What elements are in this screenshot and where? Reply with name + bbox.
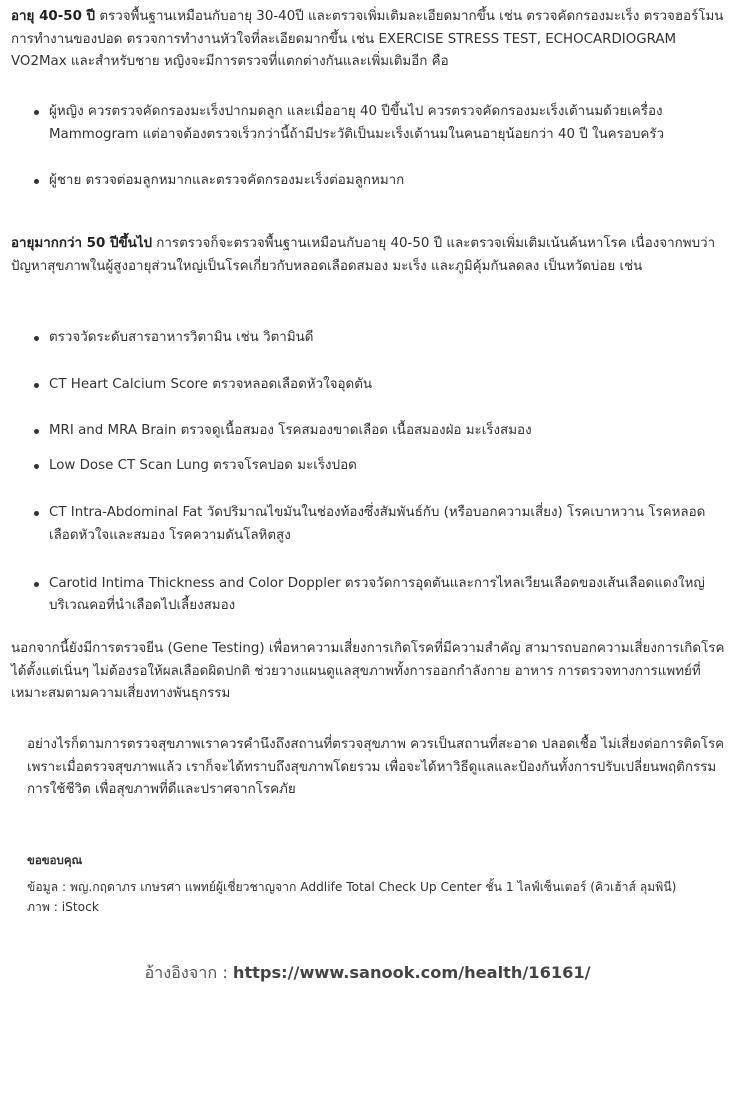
list-age-50-plus [49,327,725,618]
credits-image: ภาพ : iStock [27,900,99,914]
credits-info: ข้อมูล : พญ.กฤดาภร เกษรศา แพทย์ผู้เชี่ยวชาญจาก Addlife Total Check Up Center ชั้น 1 ไลฟ์เซ็นเตอร์ (คิวเฮ้าส์ ลุมพินี) [27,880,677,894]
list-item-carotid: Carotid Intima Thickness and Color Doppler ตรวจวัดการอุดตันและการไหลเวียนเลือดของเส้นเลือดแดงใหญ่บริเวณคอที่นำเลือดไปเลี้ยงสมอง [49,573,725,618]
list-item-vitamin: ตรวจวัดระดับสารอาหารวิตามิน เช่น วิตามินดี [49,327,725,350]
reference-prefix: อ้างอิงจาก : [144,963,233,982]
paragraph-age-40-50-text: ตรวจพื้นฐานเหมือนกับอายุ 30-40ปี และตรวจเพิ่มเติมละเอียดมากขึ้น เช่น ตรวจคัดกรองมะเร็ง ตรวจฮอร์โมน การทำงานของปอด ตรวจการทำงานหัวใจที่ละเอียดมากขึ้น เช่น EXERCISE STRESS TEST, ECHOCARDIOGRAM VO2Max และสำหรับชาย หญิงจะมีการตรวจที่แตกต่างกันและเพิ่มเติมอีก คือ [11,9,724,70]
reference [0,961,735,985]
list-item-men: ผู้ชาย ตรวจต่อมลูกหมากและตรวจคัดกรองมะเร็งต่อมลูกหมาก [49,170,725,193]
heading-age-40-50: อายุ 40-50 ปี [11,9,96,24]
reference-link[interactable]: https://www.sanook.com/health/16161/ [232,963,591,982]
list-item-ct-lung: Low Dose CT Scan Lung ตรวจโรคปอด มะเร็งปอด [49,455,725,478]
paragraph-age-50-plus-text: การตรวจก็จะตรวจพื้นฐานเหมือนกับอายุ 40-50 ปี และตรวจเพิ่มเติมเน้นค้นหาโรค เนื่องจากพบว่าปัญหาสุขภาพในผู้สูงอายุส่วนใหญ่เป็นโรคเกี่ยวกับหลอดเลือดสมอง มะเร็ง และภูมิคุ้มกันลดลง เป็นหวัดบ่อย เช่น [11,236,716,274]
paragraph-conclusion: อย่างไรก็ตามการตรวจสุขภาพเราควรคำนึงถึงสถานที่ตรวจสุขภาพ ควรเป็นสถานที่สะอาด ปลอดเชื้อ ไม่เสี่ยงต่อการติดโรค เพราะเมื่อตรวจสุขภาพแล้ว เราก็จะได้ทราบถึงสุขภาพโดยรวม เพื่อจะได้หาวิธีดูแลและป้องกันทั้งการปรับเปลี่ยนพฤติกรรมการใช้ชีวิต เพื่อสุขภาพที่ดีและปราศจากโรคภัย [27,737,725,798]
heading-age-50-plus: อายุมากกว่า 50 ปีขึ้นไป [11,236,153,251]
list-item-ct-heart: CT Heart Calcium Score ตรวจหลอดเลือดหัวใจอุดตัน [49,374,725,397]
list-age-40-50 [49,101,725,193]
credits-thanks: ขอขอบคุณ [27,853,83,867]
list-item-ct-abdominal-fat: CT Intra-Abdominal Fat วัดปริมาณไขมันในช่องท้องซึ่งสัมพันธ์กับ (หรือบอกความเสี่ยง) โรคเบาหวาน โรคหลอดเลือดหัวใจและสมอง โรคความดันโลหิตสูง [49,502,725,547]
paragraph-age-50-plus [11,233,725,278]
list-item-women: ผู้หญิง ควรตรวจคัดกรองมะเร็งปากมดลูก และเมื่ออายุ 40 ปีขึ้นไป ควรตรวจคัดกรองมะเร็งเต้านมด้วยเครื่อง Mammogram แต่อาจต้องตรวจเร็วกว่านี้ถ้ามีประวัติเป็นมะเร็งเต้านมในคนอายุน้อยกว่า 40 ปี ในครอบครัว [49,101,725,146]
paragraph-gene-testing: นอกจากนี้ยังมีการตรวจยีน (Gene Testing) เพื่อหาความเสี่ยงการเกิดโรคที่มีความสำคัญ สามารถบอกความเสี่ยงการเกิดโรคได้ตั้งแต่เนิ่นๆ ไม่ต้องรอให้ผลเลือดผิดปกติ ช่วยวางแผนดูแลสุขภาพทั้งการออกกำลังกาย อาหาร การตรวจทางการแพทย์ที่เหมาะสมตามความเสี่ยงทางพันธุกรรม [11,641,725,702]
list-item-mri-brain: MRI and MRA Brain ตรวจดูเนื้อสมอง โรคสมองขาดเลือด เนื้อสมองฝ่อ มะเร็งสมอง [49,420,725,443]
paragraph-age-40-50 [11,6,725,74]
credits-block [27,850,727,917]
